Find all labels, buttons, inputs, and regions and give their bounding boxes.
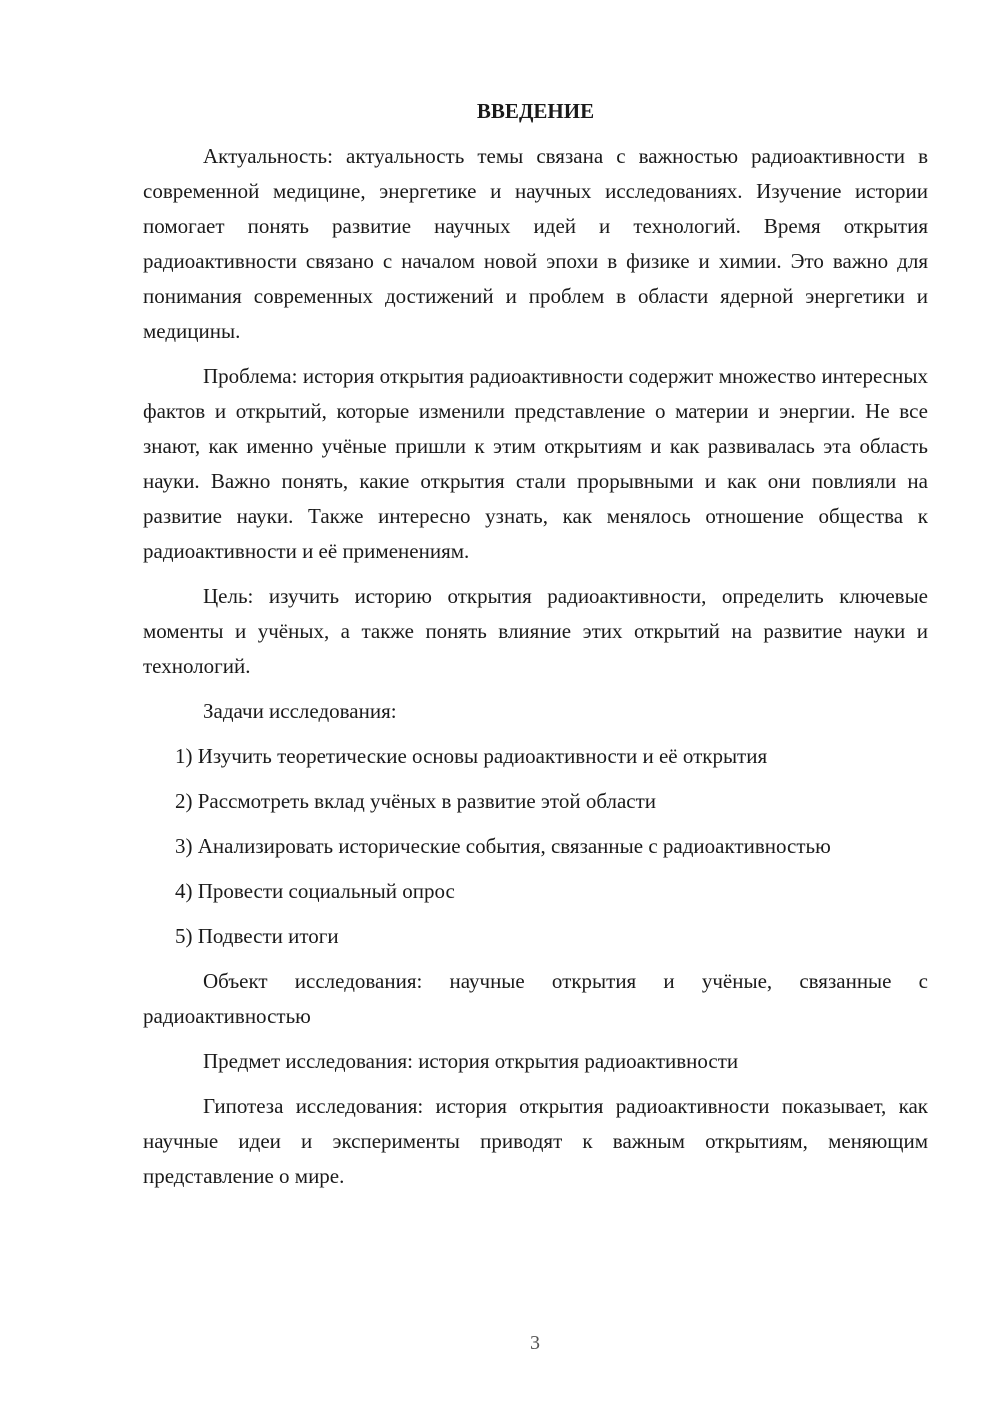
goal-paragraph: Цель: изучить историю открытия радиоактивности, определить ключевые моменты и учёных, а также понять влияние этих открытий на развитие науки и технологий. — [143, 584, 928, 678]
task-item-5: 5) Подвести итоги — [175, 924, 339, 948]
page-content — [143, 96, 928, 1204]
hypothesis-paragraph: Гипотеза исследования: история открытия радиоактивности показывает, как научные идеи и эксперименты приводят к важным открытиям, меняющим представление о мире. — [143, 1094, 928, 1188]
section-title: ВВЕДЕНИЕ — [476, 99, 595, 123]
task-item-4: 4) Провести социальный опрос — [175, 879, 455, 903]
problem-paragraph: Проблема: история открытия радиоактивности содержит множество интересных фактов и открытий, которые изменили представление о материи и энергии. Не все знают, как именно учёные пришли к этим открытиям и как развивалась эта область науки. Важно понять, какие открытия стали прорывными и как они повлияли на развитие науки. Также интересно узнать, как менялось отношение общества к радиоактивности и её применениям. — [143, 364, 928, 563]
task-item-2: 2) Рассмотреть вклад учёных в развитие этой области — [175, 789, 657, 813]
task-item-1: 1) Изучить теоретические основы радиоактивности и её открытия — [175, 744, 768, 768]
relevance-paragraph: Актуальность: актуальность темы связана с важностью радиоактивности в современной медицине, энергетике и научных исследованиях. Изучение истории помогает понять развитие научных идей и технологий. Время открытия радиоактивности связано с началом новой эпохи в физике и химии. Это важно для понимания современных достижений и проблем в области ядерной энергетики и медицины. — [143, 144, 928, 343]
task-item-3: 3) Анализировать исторические события, связанные с радиоактивностью — [175, 834, 831, 858]
subject-paragraph: Предмет исследования: история открытия радиоактивности — [203, 1049, 739, 1073]
object-paragraph: Объект исследования: научные открытия и учёные, связанные с радиоактивностью — [143, 969, 928, 1028]
tasks-heading: Задачи исследования: — [203, 699, 397, 723]
page-number: 3 — [530, 1332, 540, 1354]
